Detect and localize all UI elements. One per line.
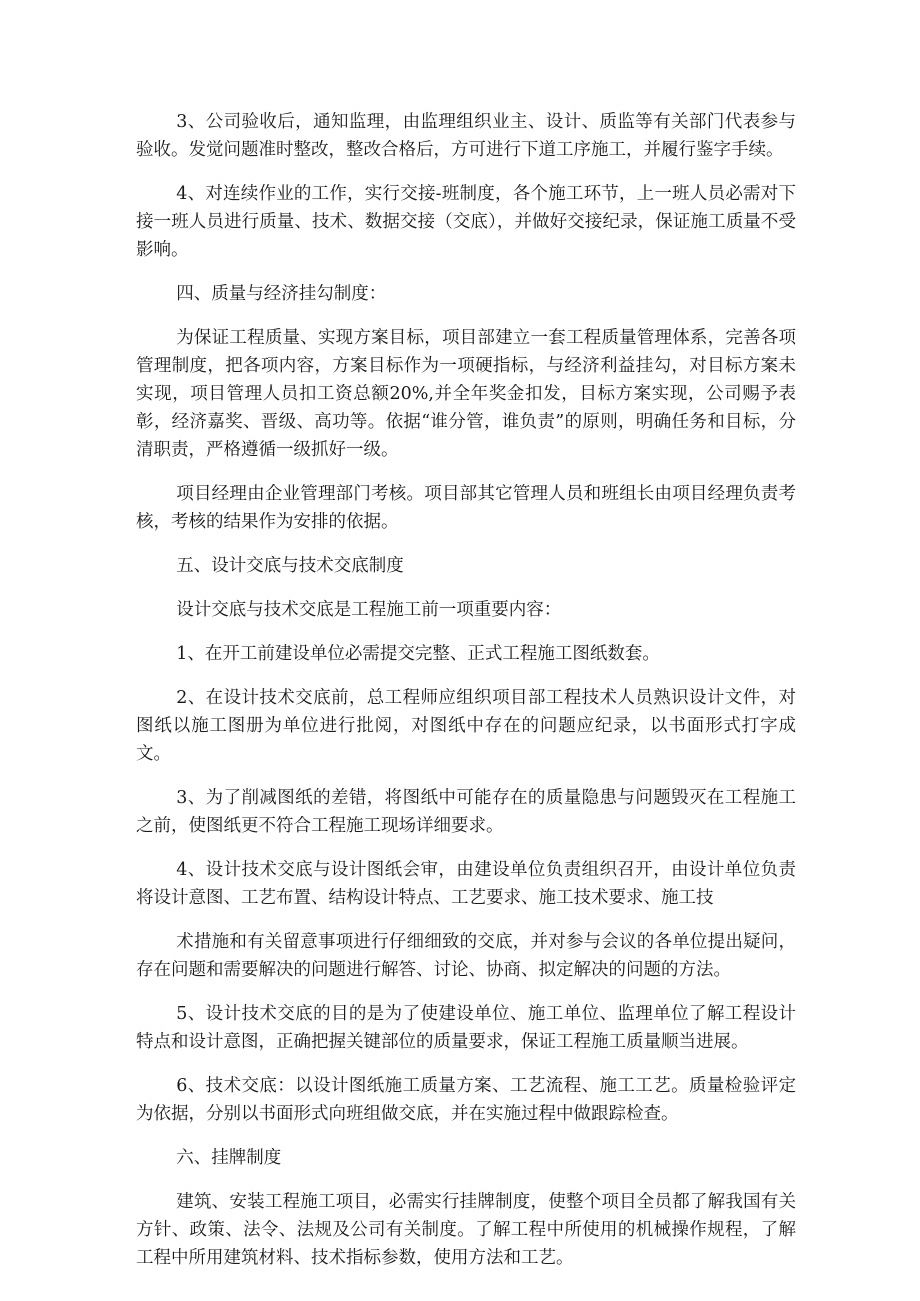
paragraph-item-5-purpose: 5、设计技术交底的目的是为了使建设单位、施工单位、监理单位了解工程设计特点和设计意图，正确把握关键部位的质量要求，保证工程施工质量顺当进展。 — [136, 1004, 796, 1052]
paragraph-item-6-technical: 6、技术交底：以设计图纸施工质量方案、工艺流程、施工工艺。质量检验评定为依据，分别以书面形式向班组做交底，并在实施过程中做跟踪检查。 — [136, 1076, 796, 1124]
section-heading-4: 四、质量与经济挂勾制度： — [176, 284, 387, 304]
paragraph-item-3-reduce-errors: 3、为了削减图纸的差错，将图纸中可能存在的质量隐患与问题毁灭在工程施工之前，使图纸更不符合工程施工现场详细要求。 — [136, 788, 796, 836]
paragraph-quality-system: 为保证工程质量、实现方案目标，项目部建立一套工程质量管理体系，完善各项管理制度，把各项内容，方案目标作为一项硬指标，与经济利益挂勾，对目标方案未实现，项目管理人员扣工资总额20%,并全年奖金扣发，目标方案实现，公司赐予表彰，经济嘉奖、晋级、高功等。依据“谁分管，谁负责”的原则，明确任务和目标，分清职责，严格遵循一级抓好一级。 — [136, 328, 796, 460]
paragraph-item-3-acceptance: 3、公司验收后，通知监理，由监理组织业主、设计、质监等有关部门代表参与验收。发觉问题准时整改，整改合格后，方可进行下道工序施工，并履行鉴字手续。 — [136, 112, 796, 160]
paragraph-item-4-shift-handover: 4、对连续作业的工作，实行交接-班制度，各个施工环节，上一班人员必需对下接一班人员进行质量、技术、数据交接（交底），并做好交接纪录，保证施工质量不受影响。 — [136, 184, 796, 260]
section-heading-6: 六、挂牌制度 — [176, 1148, 282, 1168]
paragraph-item-4-meeting: 4、设计技术交底与设计图纸会审，由建设单位负责组织召开，由设计单位负责将设计意图、工艺布置、结构设计特点、工艺要求、施工技术要求、施工技 — [136, 860, 796, 908]
paragraph-disclosure-intro: 设计交底与技术交底是工程施工前一项重要内容： — [176, 600, 562, 620]
paragraph-manager-assessment: 项目经理由企业管理部门考核。项目部其它管理人员和班组长由项目经理负责考核，考核的结果作为安排的依据。 — [136, 484, 796, 532]
paragraph-item-4-continued: 术措施和有关留意事项进行仔细细致的交底，并对参与会议的各单位提出疑问，存在问题和需要解决的问题进行解答、讨论、协商、拟定解决的问题的方法。 — [136, 932, 796, 980]
paragraph-signboard: 建筑、安装工程施工项目，必需实行挂牌制度，使整个项目全员都了解我国有关方针、政策、法令、法规及公司有关制度。了解工程中所使用的机械操作规程，了解工程中所用建筑材料、技术指标参数，使用方法和工艺。 — [136, 1192, 796, 1268]
section-heading-5: 五、设计交底与技术交底制度 — [176, 556, 404, 576]
document-body — [136, 108, 796, 1288]
paragraph-item-1-drawings: 1、在开工前建设单位必需提交完整、正式工程施工图纸数套。 — [176, 644, 660, 664]
paragraph-item-2-review: 2、在设计技术交底前，总工程师应组织项目部工程技术人员熟识设计文件，对图纸以施工图册为单位进行批阅，对图纸中存在的问题应纪录，以书面形式打字成文。 — [136, 688, 796, 764]
